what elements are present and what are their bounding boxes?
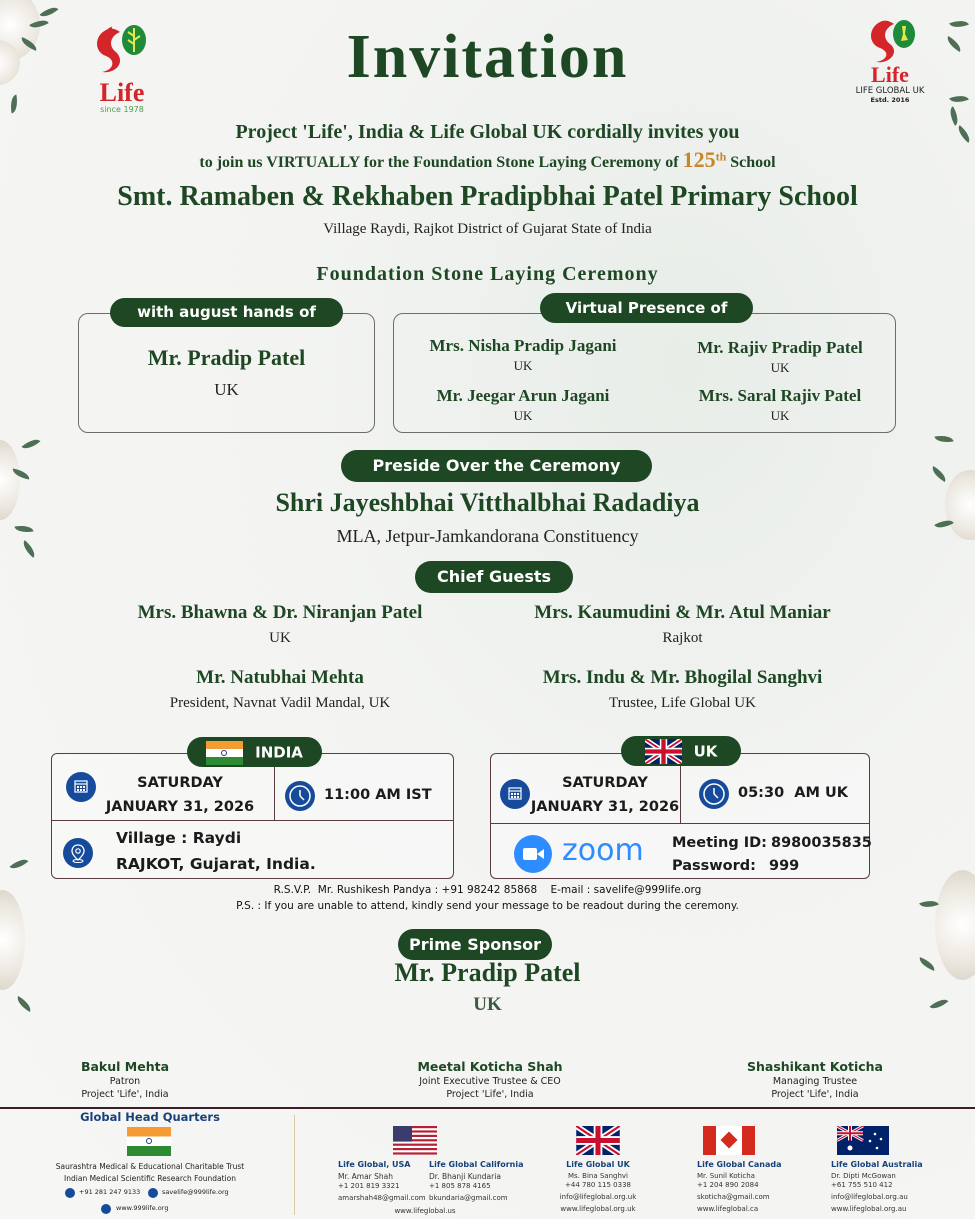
invite-line-2-prefix: to join us VIRTUALLY for the Foundation Stone Laying Ceremony of	[199, 154, 683, 171]
password-value: 999	[769, 858, 800, 874]
person-place: UK	[770, 408, 790, 423]
australia-email: info@lifeglobal.org.au	[831, 1193, 908, 1201]
chief-guest-3	[90, 667, 470, 712]
australia-person: Dr. Dipti McGowan	[831, 1172, 896, 1180]
usa-flag-icon	[393, 1126, 437, 1155]
signatory-role: Joint Executive Trustee & CEO	[419, 1076, 561, 1087]
meeting-id-label: Meeting ID:	[672, 835, 767, 851]
invitation-title: Invitation	[346, 23, 629, 91]
india-event-time: 11:00 AM IST	[324, 787, 432, 803]
rsvp-ps: P.S. : If you are unable to attend, kindly send your message to be readout during the ceremony.	[236, 900, 739, 912]
uk-label-text: UK	[693, 742, 718, 761]
uk-title: Life Global UK	[566, 1160, 630, 1169]
india-flag-icon	[206, 741, 243, 765]
sponsor-name: Mr. Pradip Patel	[394, 958, 581, 987]
california-phone: +1 805 878 4165	[429, 1182, 491, 1190]
invite-line-2-suffix: School	[726, 154, 776, 171]
school-count-suffix: th	[715, 149, 727, 164]
preside-name: Shri Jayeshbhai Vitthalbhai Radadiya	[275, 488, 700, 517]
uk-footer-flag-icon	[576, 1126, 620, 1155]
signatory-role: Managing Trustee	[772, 1076, 858, 1087]
guest-name: Mrs. Kaumudini & Mr. Atul Maniar	[534, 602, 831, 623]
preside-label: Preside Over the Ceremony	[341, 450, 652, 482]
august-hands-label: with august hands of	[110, 298, 343, 327]
virtual-person-2	[660, 338, 900, 376]
signatory-org: Project 'Life', India	[81, 1089, 169, 1100]
virtual-person-3	[400, 386, 646, 424]
usa-person: Mr. Amar Shah	[338, 1172, 393, 1181]
hq-title: Global Head Quarters	[80, 1110, 220, 1124]
guest-name: Mr. Natubhai Mehta	[196, 667, 364, 688]
email-icon	[148, 1188, 158, 1198]
india-venue-line-1: Village : Raydi	[116, 829, 242, 847]
california-title: Life Global California	[429, 1160, 524, 1169]
august-hands-box	[78, 313, 375, 433]
right-logo-name: Life	[871, 62, 909, 87]
signatory-name: Shashikant Koticha	[747, 1059, 883, 1074]
hq-phone: +91 281 247 9133	[79, 1188, 141, 1196]
right-logo-tagline: Estd. 2016	[870, 96, 910, 104]
person-name: Mr. Rajiv Pradip Patel	[697, 338, 863, 357]
hq-india-flag-icon	[127, 1127, 171, 1156]
usa-email: amarshah48@gmail.com	[338, 1194, 426, 1202]
person-name: Mrs. Nisha Pradip Jagani	[429, 336, 617, 355]
password-label: Password:	[672, 858, 756, 874]
uk-phone: +44 780 115 0338	[565, 1181, 631, 1189]
india-event-date: JANUARY 31, 2026	[105, 799, 255, 815]
guest-name: Mrs. Bhawna & Dr. Niranjan Patel	[137, 602, 423, 623]
india-venue-line-2: RAJKOT, Gujarat, India.	[116, 855, 316, 873]
guest-detail: UK	[269, 630, 291, 646]
meeting-id-value: 8980035835	[771, 835, 872, 851]
canada-title: Life Global Canada	[697, 1160, 782, 1169]
guest-name: Mrs. Indu & Mr. Bhogilal Sanghvi	[542, 667, 823, 688]
chief-guest-1	[90, 602, 470, 647]
right-logo-org: LIFE GLOBAL UK	[855, 86, 925, 96]
zoom-logo	[514, 833, 654, 875]
canada-email: skoticha@gmail.com	[697, 1193, 770, 1201]
signatory-1	[60, 1059, 190, 1100]
prime-sponsor-label: Prime Sponsor	[398, 929, 552, 960]
august-hands-place: UK	[214, 380, 239, 399]
india-event-label	[187, 737, 322, 767]
hq-org-2: Indian Medical Scientific Research Foundation	[64, 1174, 236, 1183]
person-place: UK	[513, 408, 533, 423]
virtual-presence-label: Virtual Presence of	[540, 293, 753, 323]
uk-event-label	[621, 736, 741, 766]
clock-icon	[285, 781, 315, 811]
person-name: Mrs. Saral Rajiv Patel	[698, 386, 862, 405]
sponsor-place: UK	[473, 994, 502, 1015]
left-logo-name: Life	[99, 78, 145, 107]
signatory-name: Meetal Koticha Shah	[417, 1059, 563, 1074]
australia-office	[831, 1160, 923, 1213]
ceremony-heading: Foundation Stone Laying Ceremony	[316, 263, 659, 285]
uk-flag-icon	[645, 739, 682, 764]
australia-phone: +61 755 510 412	[831, 1181, 893, 1189]
india-event-day: SATURDAY	[137, 775, 223, 791]
invite-line-1: Project 'Life', India & Life Global UK cordially invites you	[235, 121, 740, 143]
guest-detail: Trustee, Life Global UK	[609, 695, 756, 711]
uk-person: Ms. Bina Sanghvi	[568, 1172, 628, 1180]
school-count: 125	[682, 147, 716, 172]
australia-title: Life Global Australia	[831, 1160, 923, 1169]
hq-org-1: Saurashtra Medical & Educational Charitable Trust	[55, 1162, 245, 1171]
august-hands-name: Mr. Pradip Patel	[147, 345, 306, 370]
rsvp-line: R.S.V.P. Mr. Rushikesh Pandya : +91 98242 85868 E-mail : savelife@999life.org	[273, 884, 702, 896]
left-logo-tagline: since 1978	[100, 105, 144, 114]
school-location: Village Raydi, Rajkot District of Gujarat State of India	[323, 221, 652, 237]
zoom-wordmark: zoom	[562, 833, 644, 868]
india-label-text: INDIA	[255, 743, 303, 762]
chief-guest-2	[490, 602, 875, 647]
invite-line-2	[0, 147, 975, 173]
chief-guests-label: Chief Guests	[415, 561, 573, 593]
school-name: Smt. Ramaben & Rekhaben Pradipbhai Patel Primary School	[117, 181, 858, 212]
california-person: Dr. Bhanji Kundaria	[429, 1172, 501, 1181]
calendar-icon	[66, 772, 96, 802]
usa-web: www.lifeglobal.us	[394, 1207, 456, 1215]
canada-flag-icon	[703, 1126, 755, 1155]
virtual-person-1	[400, 336, 646, 374]
clock-icon	[699, 779, 729, 809]
person-name: Mr. Jeegar Arun Jagani	[436, 386, 610, 405]
canada-person: Mr. Sunil Koticha	[697, 1172, 755, 1180]
guest-detail: President, Navnat Vadil Mandal, UK	[169, 695, 391, 711]
usa-office	[338, 1160, 426, 1202]
hq-web: www.999life.org	[116, 1204, 169, 1212]
chief-guest-4	[490, 667, 875, 712]
california-email: bkundaria@gmail.com	[429, 1194, 508, 1202]
uk-office	[548, 1160, 648, 1213]
footer-divider	[0, 1107, 975, 1109]
preside-title: MLA, Jetpur-Jamkandorana Constituency	[336, 526, 639, 546]
globe-icon	[101, 1204, 111, 1214]
australia-web: www.lifeglobal.org.au	[831, 1205, 907, 1213]
person-place: UK	[770, 360, 790, 375]
california-office	[429, 1160, 524, 1202]
location-pin-icon	[63, 838, 93, 868]
phone-icon	[65, 1188, 75, 1198]
canada-office	[697, 1160, 781, 1213]
signatory-name: Bakul Mehta	[80, 1059, 170, 1074]
signatory-2	[380, 1059, 600, 1100]
hq-email: savelife@999life.org	[162, 1188, 229, 1196]
signatory-3	[730, 1059, 900, 1100]
uk-event-date: JANUARY 31, 2026	[530, 799, 680, 815]
uk-event-day: SATURDAY	[562, 775, 648, 791]
footer-vertical-divider	[294, 1115, 295, 1215]
usa-title: Life Global, USA	[338, 1160, 411, 1169]
signatory-org: Project 'Life', India	[446, 1089, 534, 1100]
australia-flag-icon	[837, 1126, 889, 1155]
guest-detail: Rajkot	[662, 630, 703, 646]
signatory-org: Project 'Life', India	[771, 1089, 859, 1100]
virtual-person-4	[660, 386, 900, 424]
usa-phone: +1 201 819 3321	[338, 1182, 400, 1190]
uk-event-time: 05:30 AM UK	[738, 785, 848, 801]
uk-email: info@lifeglobal.org.uk	[559, 1193, 637, 1201]
signatory-role: Patron	[109, 1076, 141, 1087]
zoom-camera-icon	[514, 835, 552, 873]
uk-web: www.lifeglobal.org.uk	[560, 1205, 636, 1213]
canada-web: www.lifeglobal.ca	[697, 1205, 759, 1213]
person-place: UK	[513, 358, 533, 373]
canada-phone: +1 204 890 2084	[697, 1181, 759, 1189]
